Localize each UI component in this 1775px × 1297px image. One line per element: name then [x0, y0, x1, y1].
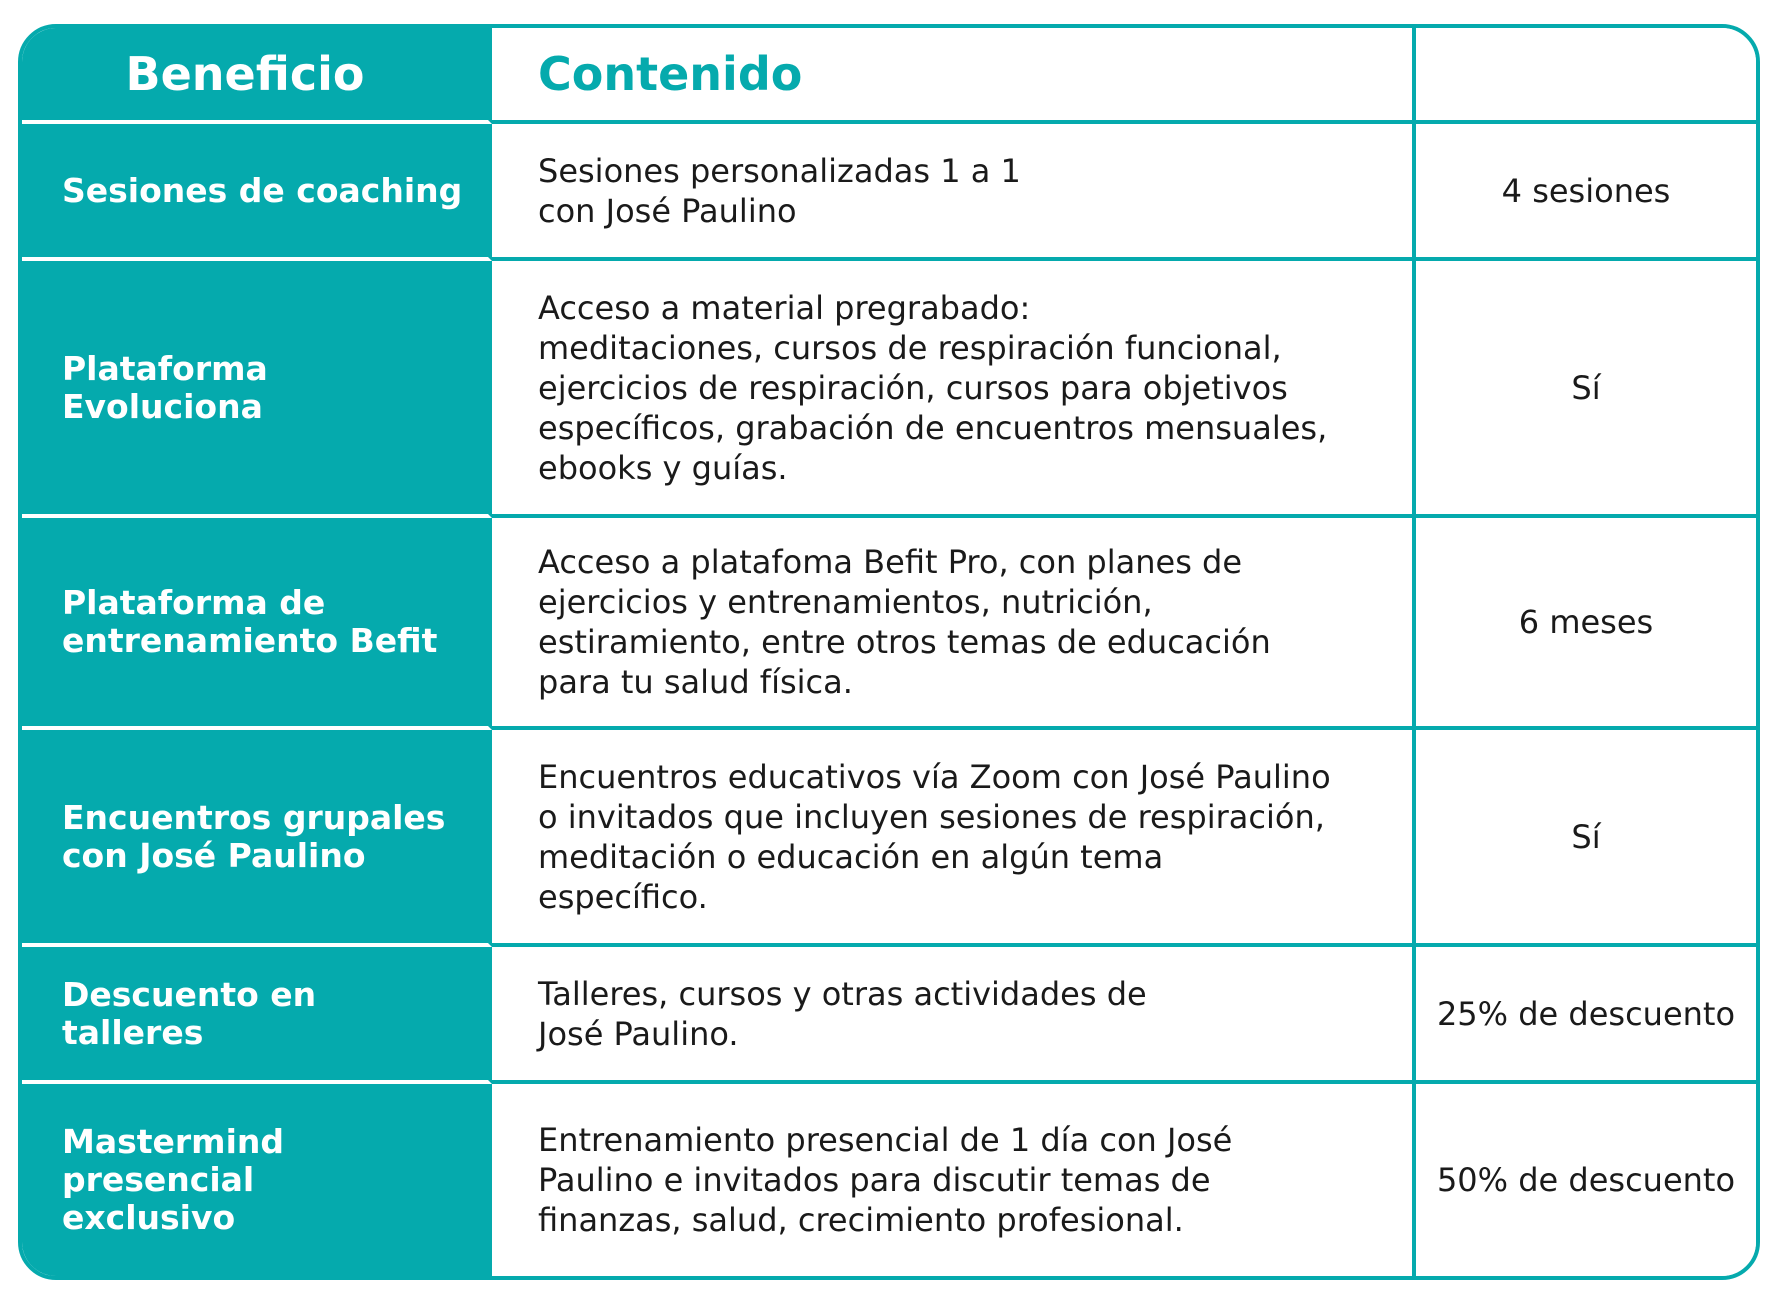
- row-benefit-encuentros: Encuentros grupales con José Paulino: [22, 730, 492, 947]
- row-benefit-befit: Plataforma de entrenamiento Befit: [22, 518, 492, 730]
- row-content-mastermind: Entrenamiento presencial de 1 día con José Paulino e invitados para discutir temas de finanzas, salud, crecimiento profesional.: [492, 1084, 1416, 1276]
- row-benefit-coaching: Sesiones de coaching: [22, 124, 492, 261]
- row-content-befit: Acceso a platafoma Befit Pro, con planes de ejercicios y entrenamientos, nutrición, estiramiento, entre otros temas de educación para tu salud física.: [492, 518, 1416, 730]
- header-content: Contenido: [492, 28, 1416, 124]
- row-value-evoluciona: Sí: [1416, 261, 1756, 518]
- header-benefit: Beneficio: [22, 28, 492, 124]
- row-value-mastermind: 50% de descuento: [1416, 1084, 1756, 1276]
- row-content-encuentros: Encuentros educativos vía Zoom con José Paulino o invitados que incluyen sesiones de respiración, meditación o educación en algún tema específico.: [492, 730, 1416, 947]
- row-value-talleres: 25% de descuento: [1416, 947, 1756, 1084]
- row-content-talleres: Talleres, cursos y otras actividades de José Paulino.: [492, 947, 1416, 1084]
- benefits-table: [18, 24, 1760, 1280]
- row-benefit-evoluciona: Plataforma Evoluciona: [22, 261, 492, 518]
- row-benefit-mastermind: Mastermind presencial exclusivo: [22, 1084, 492, 1276]
- benefits-grid: [22, 28, 1756, 1276]
- row-content-evoluciona: Acceso a material pregrabado: meditaciones, cursos de respiración funcional, ejercicios de respiración, cursos para objetivos específicos, grabación de encuentros mensuales, ebooks y guías.: [492, 261, 1416, 518]
- row-content-coaching: Sesiones personalizadas 1 a 1 con José Paulino: [492, 124, 1416, 261]
- row-value-befit: 6 meses: [1416, 518, 1756, 730]
- row-value-coaching: 4 sesiones: [1416, 124, 1756, 261]
- row-benefit-talleres: Descuento en talleres: [22, 947, 492, 1084]
- header-value: [1416, 28, 1756, 124]
- row-value-encuentros: Sí: [1416, 730, 1756, 947]
